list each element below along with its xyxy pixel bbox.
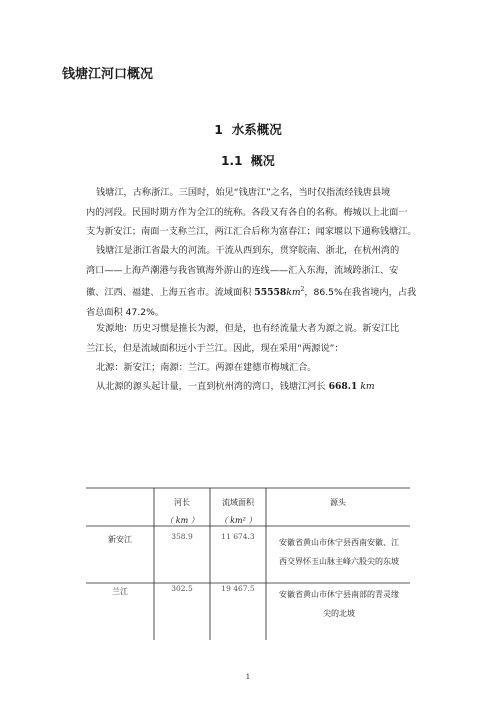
paragraph-line: 兰江长，但是流域面积远小于兰江。因此，现在采用“两源说”：: [86, 342, 344, 354]
section-title: 水系概况: [231, 122, 282, 137]
paragraph-line: 支为新安江；南面一支称兰江，两江汇合后称为富春江；闻家堰以下通称钱塘江。: [86, 226, 417, 237]
source-line: 西交界怀玉山脉主峰六股尖的东坡: [279, 557, 399, 566]
header-label: 河长: [174, 498, 190, 507]
row-length: 358.9: [171, 532, 193, 541]
subsection-number: 1.1: [221, 154, 243, 168]
area-exponent: 2: [300, 286, 305, 293]
row-area: 19 467.5: [221, 584, 255, 593]
paragraph-line: 省总面积 47.2%。: [86, 306, 165, 318]
row-name: 新安江: [108, 535, 132, 544]
paragraph-line: 湾口——上海芦潮港与我省镇海外游山的连线——汇入东海，流域跨浙江、安: [86, 264, 399, 276]
paragraph-line: 发源地：历史习惯是推长为源，但是，也有经流量大者为源之说。新安江比: [96, 323, 400, 334]
paragraph-text: ，86.5%在我省境内，占我: [304, 287, 417, 299]
area-value: 55558: [254, 287, 287, 299]
row-source: [268, 533, 410, 571]
row-source: [268, 585, 410, 623]
header-unit: （ km² ）: [219, 516, 257, 525]
document-title: 钱塘江河口概况: [62, 67, 154, 82]
header-label: 源头: [330, 498, 346, 507]
header-unit: （ km ）: [165, 516, 199, 525]
row-area: 11 674.3: [221, 532, 255, 541]
table-header-length: [154, 494, 210, 530]
paragraph-line: 北源：新安江；南源：兰江。两源在建德市梅城汇合。: [96, 362, 317, 373]
row-name: 兰江: [112, 587, 128, 596]
paragraph-line: 钱塘江，古称浙江。三国时，始见“钱唐江”之名，当时仅指流经钱唐县境: [96, 187, 391, 198]
paragraph-text: 徽、江西、福建、上海五省市。流域面积: [86, 287, 252, 299]
section-number: 1: [214, 122, 223, 137]
area-unit: km: [286, 287, 301, 299]
paragraph-line: 内的河段。民国时期方作为全江的统称。各段又有各自的名称。梅城以上北面一: [86, 206, 408, 218]
table-header-area: [210, 494, 266, 530]
header-label: 流域面积: [222, 498, 254, 507]
table-header-source: [266, 494, 410, 512]
source-line: 安徽省黄山市休宁县南部的青灵缘: [279, 590, 399, 599]
row-length: 302.5: [171, 584, 193, 593]
source-line: 安徽省黄山市休宁县西南安徽、江: [279, 538, 399, 547]
source-line: 尖的北坡: [323, 609, 355, 618]
length-unit: km: [360, 381, 375, 392]
page-number: 1: [245, 673, 251, 681]
paragraph-line: 钱塘江是浙江省最大的河流。干流从西到东，贯穿皖南、浙北，在杭州湾的: [96, 245, 400, 256]
length-value: 668.1: [328, 381, 358, 392]
paragraph-line: 从北源的源头起计量，一直到杭州湾的湾口，钱塘江河长: [96, 381, 329, 392]
subsection-title: 概况: [250, 154, 275, 168]
